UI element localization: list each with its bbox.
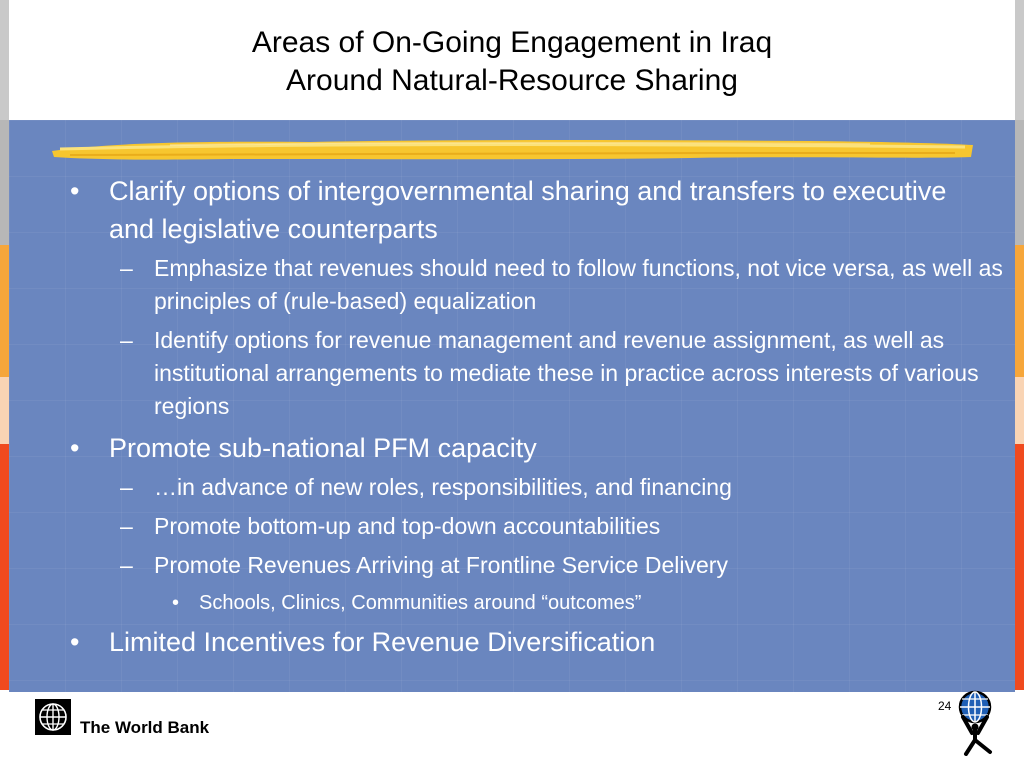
sub-bullet-text: Promote Revenues Arriving at Frontline Service Delivery: [154, 552, 728, 578]
bullet-item: [68, 172, 998, 248]
sub-bullet-text: Identify options for revenue management and revenue assignment, as well as institutional arrangements to mediate these in practice across interests of various regions: [154, 327, 979, 419]
yellow-brush-stroke: [50, 131, 975, 167]
bullet-list: [68, 172, 1003, 665]
slide-title-line-2: Around Natural-Resource Sharing: [286, 64, 738, 97]
bullet-text: Clarify options of intergovernmental sharing and transfers to executive and legislative counterparts: [109, 176, 947, 244]
dash-glyph: –: [120, 513, 133, 539]
page-number: 24: [938, 699, 952, 713]
sub-bullet-item: [68, 252, 1004, 318]
bullet-item: [68, 623, 998, 661]
sub-sub-bullet-text: Schools, Clinics, Communities around “outcomes”: [199, 592, 642, 614]
atlas-figure-icon: [950, 690, 1000, 756]
sub-bullet-text: Promote bottom-up and top-down accountabilities: [154, 513, 661, 539]
bullet-glyph: •: [172, 592, 180, 614]
sub-bullet-item: [68, 510, 1004, 543]
dash-glyph: –: [120, 552, 133, 578]
sub-bullet-text: Emphasize that revenues should need to follow functions, not vice versa, as well as principles of (rule-based) equalization: [154, 255, 1003, 314]
bullet-text: Promote sub-national PFM capacity: [109, 433, 537, 463]
sub-bullet-text: …in advance of new roles, responsibilities, and financing: [154, 474, 732, 500]
dash-glyph: –: [120, 327, 133, 353]
organization-name: The World Bank: [80, 718, 210, 737]
slide-title-line-1: Areas of On-Going Engagement in Iraq: [251, 26, 773, 59]
dash-glyph: –: [120, 255, 133, 281]
sub-sub-bullet-item: [68, 588, 998, 618]
sub-bullet-item: [68, 324, 1004, 423]
world-bank-logo-icon: [35, 699, 71, 735]
bullet-glyph: •: [70, 433, 80, 463]
slide-title: [0, 24, 1024, 100]
bullet-glyph: •: [70, 627, 80, 657]
dash-glyph: –: [120, 474, 133, 500]
bullet-item: [68, 429, 998, 467]
sub-bullet-item: [68, 471, 1004, 504]
bullet-text: Limited Incentives for Revenue Diversification: [109, 627, 656, 657]
sub-bullet-item: [68, 549, 1004, 582]
bullet-glyph: •: [70, 176, 80, 206]
